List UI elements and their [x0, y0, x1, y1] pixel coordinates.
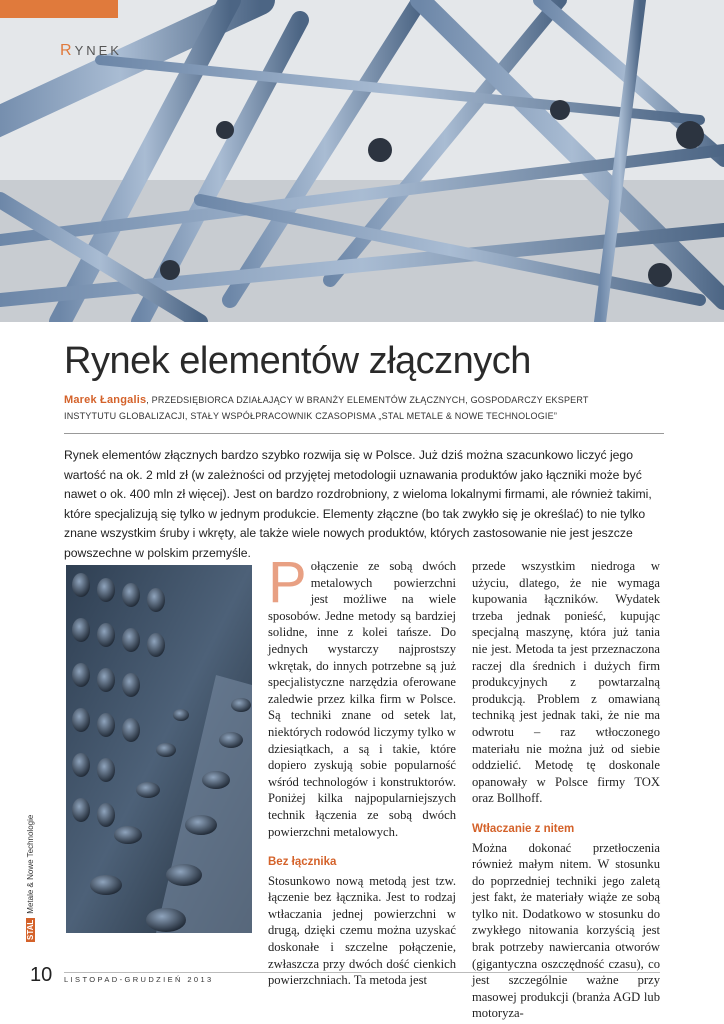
section-color-bar [0, 0, 118, 18]
side-photo [66, 565, 252, 933]
byline-divider [64, 433, 664, 434]
subheading: Wtłaczanie z nitem [472, 822, 575, 835]
paragraph: przede wszystkim niedroga w użyciu, dlatego, że nie wymaga kupowania łączników. Wydatek trzeba jednak ponieść, kupując specjalną maszynę, która już tania nie jest. Metoda ta jest przeznaczona raczej dla średnich i dużych firm produkcyjnych z powtarzalną produkcją. Problem z omawianą techniką jest jednak taki, że nie ma odwrotu – raz wtłoczonego materiału nie można już od siebie oddzielić. Metodę tę doskonale opanowały w Polsce firmy TOX oraz Bollhoff. [472, 559, 660, 806]
subheading: Bez łącznika [268, 856, 337, 869]
magazine-name: Metale & Nowe Technologie [26, 814, 35, 914]
issue-label: LISTOPAD-GRUDZIEŃ 2013 [64, 975, 214, 984]
author-affiliation: INSTYTUTU GLOBALIZACJI, STAŁY WSPÓŁPRACOWNIK CZASOPISMA „STAL METALE & NOWE TECHNOLOGIE” [64, 411, 558, 421]
author-name: Marek Łangalis [64, 394, 147, 406]
riveted-steel-photo-icon [66, 565, 252, 933]
paragraph-text: ołączenie ze sobą dwóch metalowych powierzchni jest możliwe na wiele sposobów. Jedne metody są bardziej solidne, inne z kolei tańsze. Do jednych wystarczy najprostszy wkrętak, do innych potrzebne są już specjalistyczne narzędzia oferowane zaledwie przez kilka firm w Polsce. Są techniki znane od setek lat, niektórych rodowód liczymy tylko w dziesiątkach, a są i takie, które dopiero zyskują sobie popularność wśród technologów i konstruktorów. Poniżej kilka najpopularniejszych technik łączenia ze sobą dwóch powierzchni metalowych. [268, 559, 456, 839]
drop-cap: P [268, 550, 307, 615]
section-label-initial: R [60, 42, 75, 59]
article-lead: Rynek elementów złącznych bardzo szybko rozwija się w Polsce. Już dziś można szacunkowo liczyć jego wartość na ok. 2 mld zł (w zależności od przyjętej metodologii uznawania produktów jako łączniki może być nawet o ok. 400 mln zł więcej). Jest on bardzo rozdrobniony, z wieloma lokalnymi firmami, ale również takimi, które specjalizują się tylko w jednym produkcie. Elementy złączne (bo tak zwykło się je określać) to nie tylko znane wszystkim śruby i wkręty, ale także wiele nowych produktów, których zastosowanie nie jest jeszcze powszechne w polskim przemyśle. [64, 448, 652, 560]
paragraph [268, 550, 456, 840]
footer-divider [64, 972, 660, 973]
section-label-rest: YNEK [74, 43, 122, 58]
paragraph: Stosunkowo nową metodą jest tzw. łączenie bez łącznika. Jest to rodzaj wtłaczania jednej powierzchni w drugą, dzięki czemu można uzyskać doskonałe i szczelne połączenie, zwłaszcza przy dwóch dość cienkich powierzchniach. Ta metoda jest [268, 873, 456, 988]
author-byline [64, 392, 664, 424]
page-number: 10 [30, 964, 53, 986]
article-column-1 [268, 550, 456, 989]
magazine-logo: STAL [26, 919, 35, 940]
article-column-2 [472, 558, 660, 1022]
author-role: , PRZEDSIĘBIORCA DZIAŁAJĄCY W BRANŻY ELEMENTÓW ZŁĄCZNYCH, GOSPODARCZY EKSPERT [146, 395, 589, 405]
paragraph: Można dokonać przetłoczenia również małym nitem. W stosunku do poprzedniej techniki jego zaletą jest fakt, że materiały wiąże ze sobą tylko nit. Dodatkowo w stosunku do zwykłego nitowania korzyścią jest brak potrzeby nawiercania otworów (gigantyczna oszczędność czasu), co jest szczególnie ważne przy masowej produkcji (branża AGD lub motoryza- [472, 840, 660, 1021]
section-label [60, 42, 122, 60]
magazine-side-tag [26, 814, 40, 942]
article-title: Rynek elementów złącznych [64, 340, 531, 382]
